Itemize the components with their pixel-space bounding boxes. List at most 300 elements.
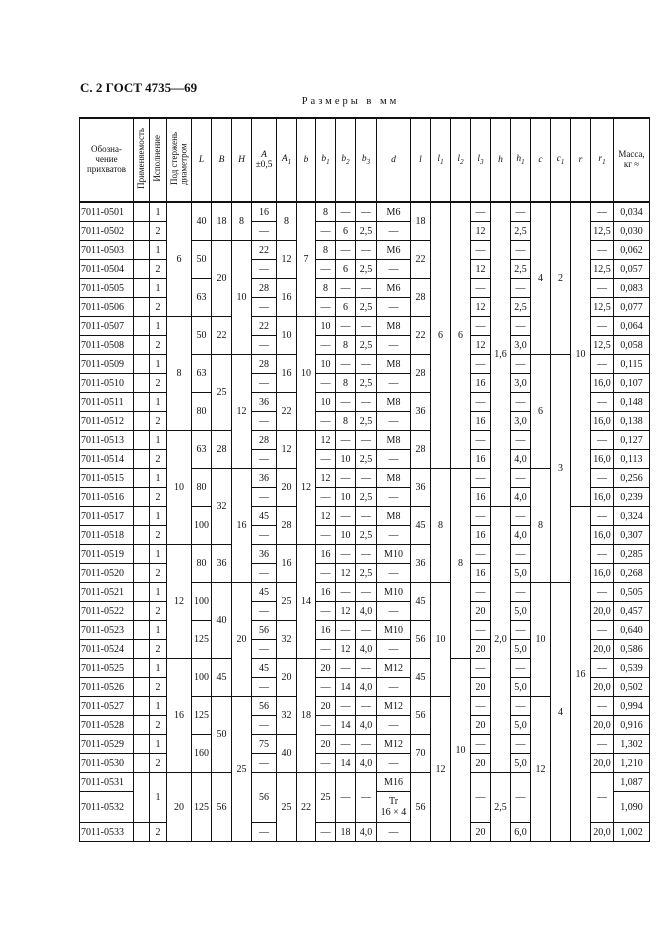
designation-cell: 7011-0502 [80, 222, 134, 241]
designation-cell: 7011-0531 [80, 773, 134, 792]
header-tolerance: ±0,5 [255, 160, 273, 170]
A-cell: — [252, 716, 277, 735]
version-cell: 2 [150, 222, 167, 241]
l3-cell: 16 [471, 450, 491, 469]
B-cell: 22 [212, 317, 232, 355]
b-cell: 7 [297, 202, 316, 317]
r1-cell: — [591, 317, 614, 336]
header-subscript: 3 [480, 157, 484, 166]
A-cell: 75 [252, 735, 277, 754]
h1-cell: — [511, 393, 531, 412]
A-cell: — [252, 336, 277, 355]
h1-cell: 5,0 [511, 754, 531, 773]
rod_diameter-cell: 6 [167, 202, 192, 317]
h1-cell: 5,0 [511, 564, 531, 583]
header-B [212, 118, 232, 202]
H-cell: 12 [232, 355, 252, 469]
A1-cell: 40 [277, 735, 297, 773]
designation-cell: 7011-0520 [80, 564, 134, 583]
applicability-cell [134, 754, 150, 773]
A-cell: 45 [252, 583, 277, 602]
b2-cell: 14 [336, 716, 356, 735]
applicability-cell [134, 222, 150, 241]
header-subscript: 3 [366, 157, 371, 166]
version-cell: 1 [150, 355, 167, 374]
c1-cell: 4 [551, 583, 571, 842]
mass-cell: 0,457 [614, 602, 650, 621]
r1-cell: 16,0 [591, 374, 614, 393]
designation-cell: 7011-0506 [80, 298, 134, 317]
d-cell: M10 [377, 545, 411, 564]
d-cell: M16 [377, 773, 411, 792]
B-cell: 45 [212, 659, 232, 697]
header-label: B [218, 154, 225, 165]
r1-cell: — [591, 241, 614, 260]
mass-cell: 1,210 [614, 754, 650, 773]
d-cell: M8 [377, 431, 411, 450]
d-cell: — [377, 222, 411, 241]
header-label: b [303, 154, 309, 165]
h1-cell: 3,0 [511, 412, 531, 431]
d-cell: — [377, 450, 411, 469]
b1-cell: 20 [316, 697, 336, 716]
b3-cell: — [356, 735, 377, 754]
header-A [252, 118, 277, 202]
B-cell: 20 [212, 241, 232, 317]
version-cell: 2 [150, 336, 167, 355]
A-cell: 28 [252, 355, 277, 374]
L-cell: 100 [192, 507, 212, 545]
l-cell: 70 [411, 735, 431, 773]
L-cell: 40 [192, 202, 212, 241]
version-cell: 2 [150, 640, 167, 659]
A-cell: 28 [252, 279, 277, 298]
A1-cell: 12 [277, 241, 297, 279]
l-cell: 18 [411, 202, 431, 241]
b1-cell: — [316, 754, 336, 773]
h1-cell: 3,0 [511, 374, 531, 393]
l3-cell: — [471, 317, 491, 336]
b1-cell: — [316, 260, 336, 279]
mass-cell: 1,090 [614, 792, 650, 823]
b2-cell: 10 [336, 526, 356, 545]
designation-cell: 7011-0501 [80, 202, 134, 222]
version-cell: 2 [150, 678, 167, 697]
header-label: h [516, 153, 522, 164]
h1-cell: — [511, 355, 531, 374]
applicability-cell [134, 412, 150, 431]
b1-cell: 25 [316, 773, 336, 823]
mass-cell: 0,640 [614, 621, 650, 640]
h1-cell: — [511, 469, 531, 488]
l3-cell: 16 [471, 412, 491, 431]
r1-cell: 12,5 [591, 336, 614, 355]
L-cell: 100 [192, 583, 212, 621]
l1-cell: 12 [431, 697, 451, 842]
L-cell: 80 [192, 393, 212, 431]
h1-cell: — [511, 317, 531, 336]
version-cell: 1 [150, 202, 167, 222]
header-designation [80, 118, 134, 202]
header-label: l [437, 153, 441, 164]
applicability-cell [134, 678, 150, 697]
rod_diameter-cell: 20 [167, 773, 192, 842]
header-label: Масса, кг ≈ [618, 149, 645, 169]
applicability-cell [134, 241, 150, 260]
b-cell: 14 [297, 545, 316, 659]
header-h1 [511, 118, 531, 202]
designation-cell: 7011-0533 [80, 823, 134, 842]
b3-cell: — [356, 431, 377, 450]
r1-cell: 16,0 [591, 488, 614, 507]
H-cell: 20 [232, 583, 252, 697]
version-cell: 1 [150, 735, 167, 754]
designation-cell: 7011-0505 [80, 279, 134, 298]
mass-cell: 0,083 [614, 279, 650, 298]
A-cell: — [252, 222, 277, 241]
L-cell: 125 [192, 697, 212, 735]
B-cell: 50 [212, 697, 232, 773]
b2-cell: — [336, 393, 356, 412]
b2-cell: — [336, 773, 356, 823]
version-cell: 1 [150, 545, 167, 564]
h1-cell: — [511, 507, 531, 526]
d-cell: — [377, 412, 411, 431]
h1-cell: — [511, 279, 531, 298]
A1-cell: 22 [277, 393, 297, 431]
l-cell: 36 [411, 393, 431, 431]
L-cell: 160 [192, 735, 212, 773]
b3-cell: — [356, 583, 377, 602]
designation-cell: 7011-0507 [80, 317, 134, 336]
d-cell: — [377, 754, 411, 773]
l1-cell: 6 [431, 202, 451, 469]
b1-cell: 20 [316, 659, 336, 678]
mass-cell: 0,113 [614, 450, 650, 469]
version-cell: 2 [150, 450, 167, 469]
H-cell: 16 [232, 469, 252, 583]
header-label: l [477, 153, 481, 164]
l-cell: 28 [411, 431, 431, 469]
table-body [80, 202, 650, 842]
applicability-cell [134, 260, 150, 279]
b2-cell: 12 [336, 640, 356, 659]
d-cell: — [377, 526, 411, 545]
h1-cell: — [511, 659, 531, 678]
b1-cell: 10 [316, 355, 336, 374]
d-cell: — [377, 336, 411, 355]
h1-cell: 5,0 [511, 640, 531, 659]
header-A1 [277, 118, 297, 202]
A1-cell: 32 [277, 621, 297, 659]
header-l3 [471, 118, 491, 202]
l-cell: 56 [411, 697, 431, 735]
d-cell: M8 [377, 393, 411, 412]
applicability-cell [134, 374, 150, 393]
b3-cell: — [356, 469, 377, 488]
mass-cell: 0,307 [614, 526, 650, 545]
B-cell: 40 [212, 583, 232, 659]
c-cell: 6 [531, 355, 551, 469]
version-cell: 1 [150, 279, 167, 298]
H-cell: 10 [232, 241, 252, 355]
version-cell: 1 [150, 469, 167, 488]
l-cell: 36 [411, 469, 431, 507]
A-cell: — [252, 412, 277, 431]
version-cell: 2 [150, 526, 167, 545]
header-r [571, 118, 591, 202]
version-cell: 2 [150, 260, 167, 279]
h1-cell: — [511, 621, 531, 640]
header-subscript: 1 [602, 157, 606, 166]
designation-cell: 7011-0512 [80, 412, 134, 431]
h1-cell: — [511, 241, 531, 260]
b1-cell: 8 [316, 279, 336, 298]
applicability-cell [134, 507, 150, 526]
header-subscript: 2 [460, 157, 464, 166]
L-cell: 63 [192, 431, 212, 469]
r1-cell: — [591, 393, 614, 412]
applicability-cell [134, 317, 150, 336]
header-label: c [538, 154, 543, 165]
applicability-cell [134, 488, 150, 507]
header-b [297, 118, 316, 202]
A1-cell: 8 [277, 202, 297, 241]
l3-cell: 12 [471, 260, 491, 279]
l3-cell: — [471, 735, 491, 754]
designation-cell: 7011-0516 [80, 488, 134, 507]
header-subscript: 1 [440, 157, 444, 166]
header-label: A [261, 149, 267, 160]
header-label: A [281, 153, 288, 164]
A1-cell: 10 [277, 317, 297, 355]
mass-cell: 0,107 [614, 374, 650, 393]
l-cell: 28 [411, 355, 431, 393]
l1-cell: 8 [431, 469, 451, 583]
designation-cell: 7011-0519 [80, 545, 134, 564]
mass-cell: 0,138 [614, 412, 650, 431]
b3-cell: — [356, 545, 377, 564]
r1-cell: — [591, 735, 614, 754]
applicability-cell [134, 450, 150, 469]
header-label: r [578, 154, 583, 165]
b2-cell: 18 [336, 823, 356, 842]
header-L [192, 118, 212, 202]
A-cell: 22 [252, 317, 277, 336]
l3-cell: 16 [471, 526, 491, 545]
header-applicability [134, 118, 150, 202]
r1-cell: — [591, 507, 614, 526]
b2-cell: 12 [336, 602, 356, 621]
version-cell: 2 [150, 564, 167, 583]
header-label: b [341, 153, 347, 164]
b2-cell: — [336, 202, 356, 222]
h1-cell: — [511, 431, 531, 450]
designation-cell: 7011-0517 [80, 507, 134, 526]
l-cell: 56 [411, 621, 431, 659]
applicability-cell [134, 431, 150, 450]
b2-cell: — [336, 545, 356, 564]
applicability-cell [134, 773, 150, 823]
c-cell: 8 [531, 469, 551, 583]
l3-cell: — [471, 469, 491, 488]
d-cell: M8 [377, 507, 411, 526]
d-cell: Tr 16 × 4 [377, 792, 411, 823]
d-cell: — [377, 298, 411, 317]
version-cell: 1 [150, 241, 167, 260]
designation-cell: 7011-0522 [80, 602, 134, 621]
l3-cell: 12 [471, 222, 491, 241]
header-label: b [321, 153, 327, 164]
mass-cell: 0,916 [614, 716, 650, 735]
b2-cell: 8 [336, 374, 356, 393]
r1-cell: 20,0 [591, 754, 614, 773]
r-cell: 10 [571, 202, 591, 507]
mass-cell: 0,285 [614, 545, 650, 564]
header-mass [614, 118, 650, 202]
d-cell: — [377, 640, 411, 659]
rod_diameter-cell: 16 [167, 659, 192, 773]
h1-cell: 5,0 [511, 716, 531, 735]
h1-cell: 2,5 [511, 298, 531, 317]
designation-cell: 7011-0514 [80, 450, 134, 469]
applicability-cell [134, 716, 150, 735]
header-c1 [551, 118, 571, 202]
b3-cell: 2,5 [356, 374, 377, 393]
b3-cell: — [356, 507, 377, 526]
d-cell: M10 [377, 583, 411, 602]
A-cell: — [252, 526, 277, 545]
r1-cell: — [591, 355, 614, 374]
b2-cell: — [336, 507, 356, 526]
c1-cell: 3 [551, 355, 571, 583]
b1-cell: 10 [316, 317, 336, 336]
mass-cell: 0,127 [614, 431, 650, 450]
b1-cell: — [316, 222, 336, 241]
r1-cell: 16,0 [591, 526, 614, 545]
l3-cell: — [471, 583, 491, 602]
header-label: L [198, 154, 205, 165]
H-cell: 8 [232, 202, 252, 241]
l3-cell: 20 [471, 678, 491, 697]
b-cell: 12 [297, 431, 316, 545]
mass-cell: 0,148 [614, 393, 650, 412]
A-cell: 56 [252, 621, 277, 640]
b3-cell: 2,5 [356, 488, 377, 507]
mass-cell: 0,539 [614, 659, 650, 678]
header-label: r [598, 153, 603, 164]
b1-cell: — [316, 412, 336, 431]
designation-cell: 7011-0509 [80, 355, 134, 374]
r1-cell: 12,5 [591, 298, 614, 317]
mass-cell: 1,302 [614, 735, 650, 754]
b1-cell: 16 [316, 621, 336, 640]
header-subscript: 1 [287, 157, 292, 166]
A1-cell: 16 [277, 545, 297, 583]
l3-cell: 20 [471, 716, 491, 735]
applicability-cell [134, 336, 150, 355]
b2-cell: 8 [336, 336, 356, 355]
b1-cell: 16 [316, 545, 336, 564]
l3-cell: — [471, 507, 491, 526]
b2-cell: 6 [336, 260, 356, 279]
A-cell: — [252, 260, 277, 279]
l3-cell: — [471, 545, 491, 564]
h1-cell: — [511, 202, 531, 222]
d-cell: — [377, 260, 411, 279]
b2-cell: — [336, 659, 356, 678]
b3-cell: — [356, 317, 377, 336]
r1-cell: 12,5 [591, 260, 614, 279]
mass-cell: 0,064 [614, 317, 650, 336]
l3-cell: 20 [471, 754, 491, 773]
A-cell: 56 [252, 773, 277, 823]
table-row [80, 202, 650, 222]
c-cell: 10 [531, 583, 551, 697]
r1-cell: — [591, 621, 614, 640]
B-cell: 25 [212, 355, 232, 431]
header-label: l [419, 154, 422, 165]
b-cell: 18 [297, 659, 316, 773]
r1-cell: 20,0 [591, 678, 614, 697]
A-cell: — [252, 640, 277, 659]
l-cell: 56 [411, 773, 431, 842]
r1-cell: — [591, 469, 614, 488]
r1-cell: — [591, 431, 614, 450]
L-cell: 63 [192, 355, 212, 393]
l3-cell: 16 [471, 374, 491, 393]
d-cell: M8 [377, 317, 411, 336]
r1-cell: — [591, 697, 614, 716]
l2-cell: 6 [451, 202, 471, 469]
table-header-row [80, 118, 650, 202]
l-cell: 28 [411, 279, 431, 317]
b3-cell: 4,0 [356, 823, 377, 842]
d-cell: — [377, 488, 411, 507]
b2-cell: 14 [336, 678, 356, 697]
b2-cell: — [336, 621, 356, 640]
d-cell: M8 [377, 469, 411, 488]
header-label: Применяемость [135, 127, 146, 189]
A-cell: — [252, 678, 277, 697]
A-cell: — [252, 564, 277, 583]
b2-cell: — [336, 355, 356, 374]
designation-cell: 7011-0511 [80, 393, 134, 412]
A1-cell: 28 [277, 507, 297, 545]
header-rod_diameter [167, 118, 192, 202]
r1-cell: 16,0 [591, 450, 614, 469]
b2-cell: 10 [336, 488, 356, 507]
b1-cell: 16 [316, 583, 336, 602]
l3-cell: — [471, 697, 491, 716]
H-cell: 25 [232, 697, 252, 842]
applicability-cell [134, 621, 150, 640]
A-cell: — [252, 488, 277, 507]
applicability-cell [134, 545, 150, 564]
header-label: Обозна- чение прихватов [86, 144, 127, 174]
applicability-cell [134, 355, 150, 374]
r1-cell: — [591, 545, 614, 564]
l-cell: 45 [411, 583, 431, 621]
b1-cell: 8 [316, 202, 336, 222]
l3-cell: — [471, 773, 491, 823]
designation-cell: 7011-0510 [80, 374, 134, 393]
B-cell: 28 [212, 431, 232, 469]
applicability-cell [134, 564, 150, 583]
mass-cell: 0,057 [614, 260, 650, 279]
A-cell: — [252, 374, 277, 393]
header-label: H [238, 154, 245, 165]
